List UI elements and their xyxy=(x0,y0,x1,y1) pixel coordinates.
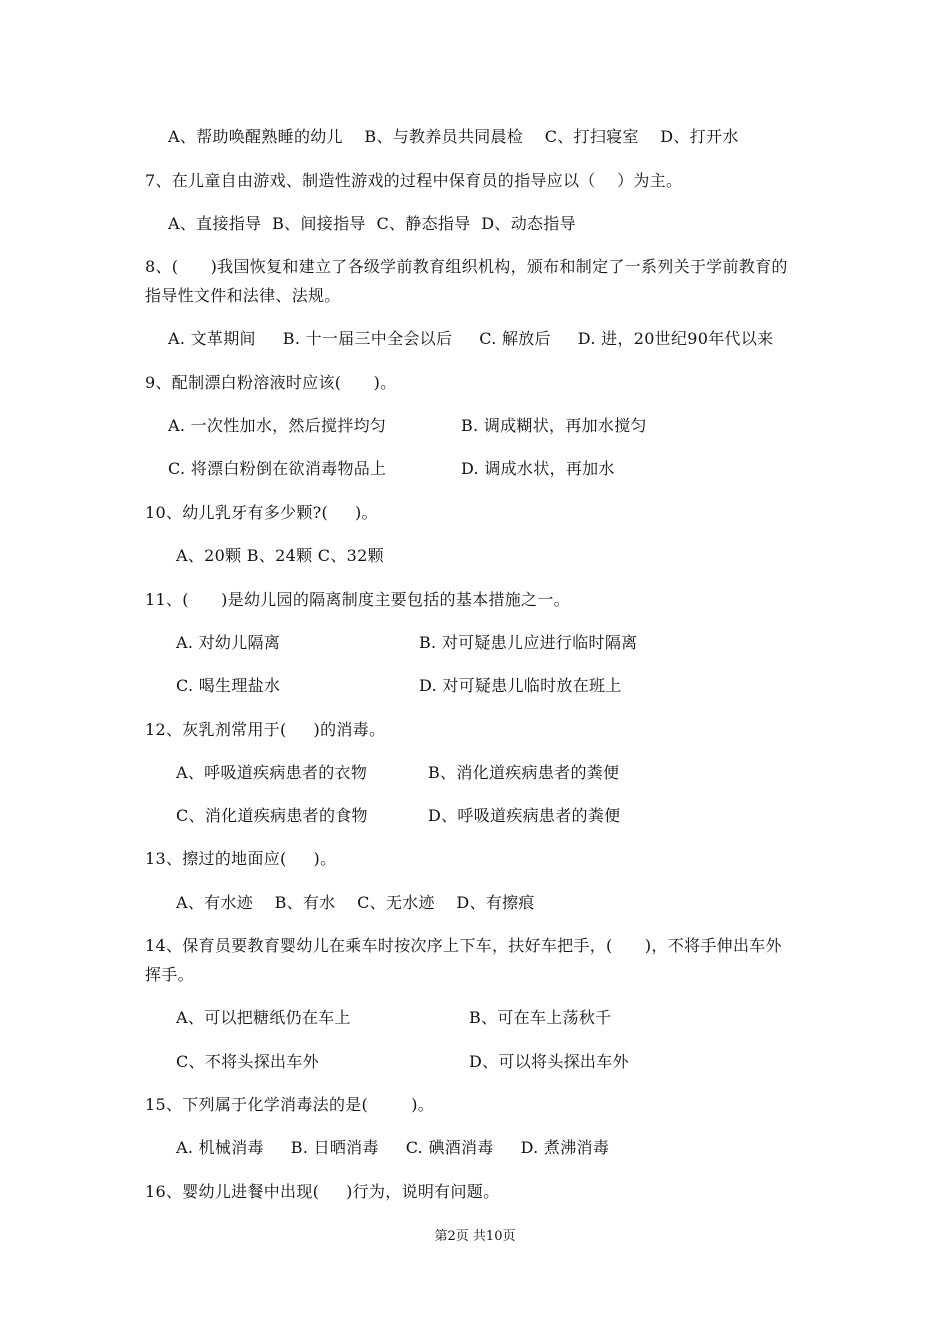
q14-option-d: D、可以将头探出车外 xyxy=(469,1052,629,1071)
q12-option-a: A、呼吸道疾病患者的衣物 xyxy=(176,763,368,782)
q9-option-d: D. 调成水状，再加水 xyxy=(461,459,615,478)
q14-option-c: C、不将头探出车外 xyxy=(176,1052,319,1071)
q13-options: A、有水迹 B、有水 C、无水迹 D、有擦痕 xyxy=(176,893,535,912)
q10-options: A、20颗 B、24颗 C、32颗 xyxy=(176,546,384,565)
q11-option-a: A. 对幼儿隔离 xyxy=(176,633,281,652)
q9-option-c: C. 将漂白粉倒在欲消毒物品上 xyxy=(168,459,387,478)
q9-question: 9、配制漂白粉溶液时应该( )。 xyxy=(145,373,397,392)
q11-option-c: C. 喝生理盐水 xyxy=(176,676,281,695)
q14-question-line1: 14、保育员要教育婴幼儿在乘车时按次序上下车，扶好车把手，( )，不将手伸出车外 xyxy=(145,936,782,955)
q9-option-b: B. 调成糊状，再加水搅匀 xyxy=(461,416,647,435)
q7-options: A、直接指导 B、间接指导 C、静态指导 D、动态指导 xyxy=(168,214,576,233)
q14-question-line2: 挥手。 xyxy=(145,965,194,984)
q11-option-d: D. 对可疑患儿临时放在班上 xyxy=(419,676,622,695)
q8-question-line1: 8、( )我国恢复和建立了各级学前教育组织机构，颁布和制定了一系列关于学前教育的 xyxy=(145,257,788,276)
q12-option-c: C、消化道疾病患者的食物 xyxy=(176,806,368,825)
q10-question: 10、幼儿乳牙有多少颗?( )。 xyxy=(145,503,378,522)
page-footer: 第2页 共10页 xyxy=(434,1229,516,1244)
q15-question: 15、下列属于化学消毒法的是( )。 xyxy=(145,1095,435,1114)
q9-option-a: A. 一次性加水，然后搅拌均匀 xyxy=(168,416,387,435)
q15-options: A. 机械消毒 B. 日晒消毒 C. 碘酒消毒 D. 煮沸消毒 xyxy=(176,1138,610,1157)
q14-option-a: A、可以把糖纸仍在车上 xyxy=(176,1008,351,1027)
q11-option-b: B. 对可疑患儿应进行临时隔离 xyxy=(419,633,638,652)
q16-question: 16、婴幼儿进餐中出现( )行为，说明有问题。 xyxy=(145,1182,500,1201)
q13-question: 13、擦过的地面应( )。 xyxy=(145,849,337,868)
q12-question: 12、灰乳剂常用于( )的消毒。 xyxy=(145,720,386,739)
q11-question: 11、( )是幼儿园的隔离制度主要包括的基本措施之一。 xyxy=(145,590,570,609)
q12-option-d: D、呼吸道疾病患者的粪便 xyxy=(428,806,621,825)
q7-question: 7、在儿童自由游戏、制造性游戏的过程中保育员的指导应以（ ）为主。 xyxy=(145,171,683,190)
q8-options: A. 文革期间 B. 十一届三中全会以后 C. 解放后 D. 进，20世纪90年代以来 xyxy=(168,329,774,348)
q6-options: A、帮助唤醒熟睡的幼儿 B、与教养员共同晨检 C、打扫寝室 D、打开水 xyxy=(168,127,739,146)
q14-option-b: B、可在车上荡秋千 xyxy=(469,1008,612,1027)
q12-option-b: B、消化道疾病患者的粪便 xyxy=(428,763,620,782)
q8-question-line2: 指导性文件和法律、法规。 xyxy=(145,286,341,305)
